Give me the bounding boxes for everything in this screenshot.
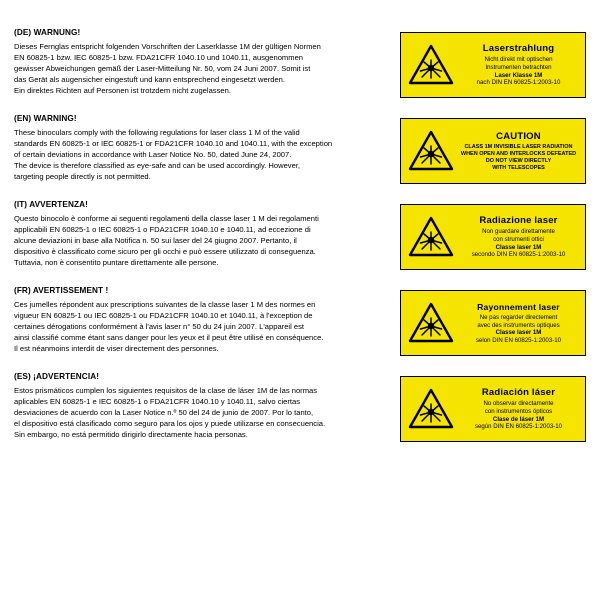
label-line: avec des instruments optiques bbox=[477, 321, 560, 329]
laser-hazard-symbol bbox=[405, 44, 457, 86]
section-heading-en: (EN) WARNING! bbox=[14, 114, 77, 123]
section-body-line: Tuttavia, non è consentito puntare direttamente alle persone. bbox=[14, 258, 219, 267]
section-body-line: Dieses Fernglas entspricht folgenden Vorschriften der Laserklasse 1M der gültigen Normen bbox=[14, 42, 321, 51]
section-body-line: EN 60825-1 bzw. IEC 60825-1 bzw. FDA21CFR 1040.10 und 1040.11, ausgenommen bbox=[14, 53, 304, 62]
label-line: Instrumenten betrachten bbox=[485, 64, 552, 72]
label-text-block-en bbox=[457, 131, 580, 172]
section-heading-es: (ES) ¡ADVERTENCIA! bbox=[14, 372, 100, 381]
section-body-line: These binoculars comply with the following regulations for laser class 1 M of the valid bbox=[14, 128, 300, 137]
label-line: Classe laser 1M bbox=[495, 329, 542, 337]
label-line: según DIN EN 60825-1:2003-10 bbox=[474, 423, 563, 431]
label-line: Non guardare direttamente bbox=[482, 228, 555, 236]
section-body-de bbox=[14, 41, 382, 96]
section-body-es bbox=[14, 385, 382, 440]
section-body-line: aplicables EN 60825-1 e IEC 60825-1 o FDA21CFR 1040.10 y 1040.11, salvo ciertas bbox=[14, 397, 301, 406]
language-section-fr bbox=[14, 286, 586, 356]
section-heading-fr: (FR) AVERTISSEMENT ! bbox=[14, 286, 109, 295]
label-heading-de: Laserstrahlung bbox=[482, 43, 555, 55]
label-line: Laser Klasse 1M bbox=[494, 71, 543, 79]
section-label-area-en bbox=[390, 114, 586, 184]
label-line: Nicht direkt mit optischen bbox=[484, 56, 553, 64]
label-line: Ne pas regarder directement bbox=[479, 313, 558, 321]
label-heading-es: Radiación láser bbox=[481, 387, 556, 399]
section-text-it bbox=[14, 200, 390, 268]
section-body-line: alcune deviazioni in base alla Notifica n. 50 sui laser del 24 giugno 2007. Pertanto, il bbox=[14, 236, 297, 245]
section-text-de bbox=[14, 28, 390, 96]
laser-hazard-symbol bbox=[405, 388, 457, 430]
language-section-en bbox=[14, 114, 586, 184]
label-line: secondo DIN EN 60825-1:2003-10 bbox=[471, 251, 566, 259]
section-label-area-fr bbox=[390, 286, 586, 356]
label-text-block-fr bbox=[457, 302, 580, 345]
laser-warning-label-de bbox=[400, 32, 586, 98]
section-body-line: The device is therefore classified as eye-safe and can be used accordingly. However, bbox=[14, 161, 301, 170]
laser-hazard-triangle-icon bbox=[408, 130, 454, 172]
laser-hazard-symbol bbox=[405, 130, 457, 172]
laser-hazard-triangle-icon bbox=[408, 216, 454, 258]
section-body-line: applicabili EN 60825-1 o IEC 60825-1 o FDA21CFR 1040.10 e 1040.11, ad eccezione di bbox=[14, 225, 311, 234]
label-line: con instrumentos ópticos bbox=[484, 408, 553, 416]
sections-container bbox=[14, 28, 586, 442]
laser-hazard-symbol bbox=[405, 302, 457, 344]
label-line: con strumenti ottici bbox=[493, 236, 544, 244]
section-body-line: el dispositivo está clasificado como seguro para los ojos y puede utilizarse en consecuencia. bbox=[14, 419, 326, 428]
label-heading-it: Radiazione laser bbox=[479, 215, 558, 227]
label-line: WHEN OPEN AND INTERLOCKS DEFEATED bbox=[460, 150, 577, 157]
section-body-it bbox=[14, 213, 382, 268]
section-text-en bbox=[14, 114, 390, 182]
label-text-block-de bbox=[457, 43, 580, 87]
section-label-area-it bbox=[390, 200, 586, 270]
label-line: DO NOT VIEW DIRECTLY bbox=[485, 157, 552, 164]
section-body-line: Ein direktes Richten auf Personen ist trotzdem nicht zugelassen. bbox=[14, 86, 231, 95]
section-body-line: Il est néanmoins interdit de viser directement des personnes. bbox=[14, 344, 219, 353]
section-heading-de: (DE) WARNUNG! bbox=[14, 28, 81, 37]
label-text-block-es bbox=[457, 387, 580, 431]
laser-hazard-triangle-icon bbox=[408, 302, 454, 344]
section-body-en bbox=[14, 127, 382, 182]
label-text-block-it bbox=[457, 215, 580, 259]
label-line: Clase de láser 1M bbox=[492, 415, 545, 423]
laser-warning-label-it bbox=[400, 204, 586, 270]
section-body-line: ainsi classifié comme étant sans danger pour les yeux et il peut être utilisé en conséquence. bbox=[14, 333, 324, 342]
language-section-es bbox=[14, 372, 586, 442]
section-body-line: Estos prismáticos cumplen los siguientes requisitos de la clase de láser 1M de las normas bbox=[14, 386, 318, 395]
section-body-line: Sin embargo, no está permitido dirigirlo directamente hacia personas. bbox=[14, 430, 248, 439]
label-line: No observar directamente bbox=[483, 400, 554, 408]
label-line: CLASS 1M INVISIBLE LASER RADIATION bbox=[464, 143, 573, 150]
laser-warning-label-en bbox=[400, 118, 586, 184]
language-section-de bbox=[14, 28, 586, 98]
laser-hazard-triangle-icon bbox=[408, 44, 454, 86]
laser-warning-label-es bbox=[400, 376, 586, 442]
label-heading-en: CAUTION bbox=[496, 130, 541, 142]
label-line: Classe laser 1M bbox=[495, 243, 542, 251]
section-body-line: standards EN 60825-1 or IEC 60825-1 or FDA21CFR 1040.10 and 1040.11, with the exception bbox=[14, 139, 333, 148]
section-body-line: das Gerät als augensicher eingestuft und kann entsprechend eingesetzt werden. bbox=[14, 75, 286, 84]
label-heading-fr: Rayonnement laser bbox=[477, 301, 560, 312]
section-text-es bbox=[14, 372, 390, 440]
label-line: selon DIN EN 60825-1:2003-10 bbox=[475, 336, 562, 344]
laser-warning-label-fr bbox=[400, 290, 586, 356]
section-text-fr bbox=[14, 286, 390, 354]
laser-hazard-triangle-icon bbox=[408, 388, 454, 430]
section-heading-it: (IT) AVVERTENZA! bbox=[14, 200, 88, 209]
section-body-line: gewisser Abweichungen gemäß der Laser-Mitteilung Nr. 50, vom 24 Juni 2007. Somit ist bbox=[14, 64, 311, 73]
section-body-fr bbox=[14, 299, 382, 354]
label-line: WITH TELESCOPES bbox=[492, 164, 545, 171]
section-body-line: desviaciones de acuerdo con la Laser Notice n.º 50 del 24 de junio de 2007. Por lo tanto, bbox=[14, 408, 314, 417]
section-body-line: Ces jumelles répondent aux prescriptions suivantes de la classe laser 1 M des normes en bbox=[14, 300, 316, 309]
section-body-line: dispositivo è classificato come sicuro per gli occhi e può essere utilizzato di conseguenza. bbox=[14, 247, 316, 256]
section-body-line: certaines dérogations conformément à l'avis laser n° 50 du 24 juin 2007. L'appareil est bbox=[14, 322, 305, 331]
label-line: nach DIN EN 60825-1:2003-10 bbox=[476, 79, 561, 87]
section-body-line: vigueur EN 60825-1 ou IEC 60825-1 ou FDA21CFR 1040.10 et 1040.11, à l'exception de bbox=[14, 311, 313, 320]
section-body-line: of certain deviations in accordance with Laser Notice No. 50, dated June 24, 2007. bbox=[14, 150, 292, 159]
section-label-area-de bbox=[390, 28, 586, 98]
language-section-it bbox=[14, 200, 586, 270]
section-label-area-es bbox=[390, 372, 586, 442]
laser-hazard-symbol bbox=[405, 216, 457, 258]
section-body-line: targeting people directly is not permitted. bbox=[14, 172, 151, 181]
section-body-line: Questo binocolo è conforme ai seguenti regolamenti della classe laser 1 M dei regolamenti bbox=[14, 214, 319, 223]
